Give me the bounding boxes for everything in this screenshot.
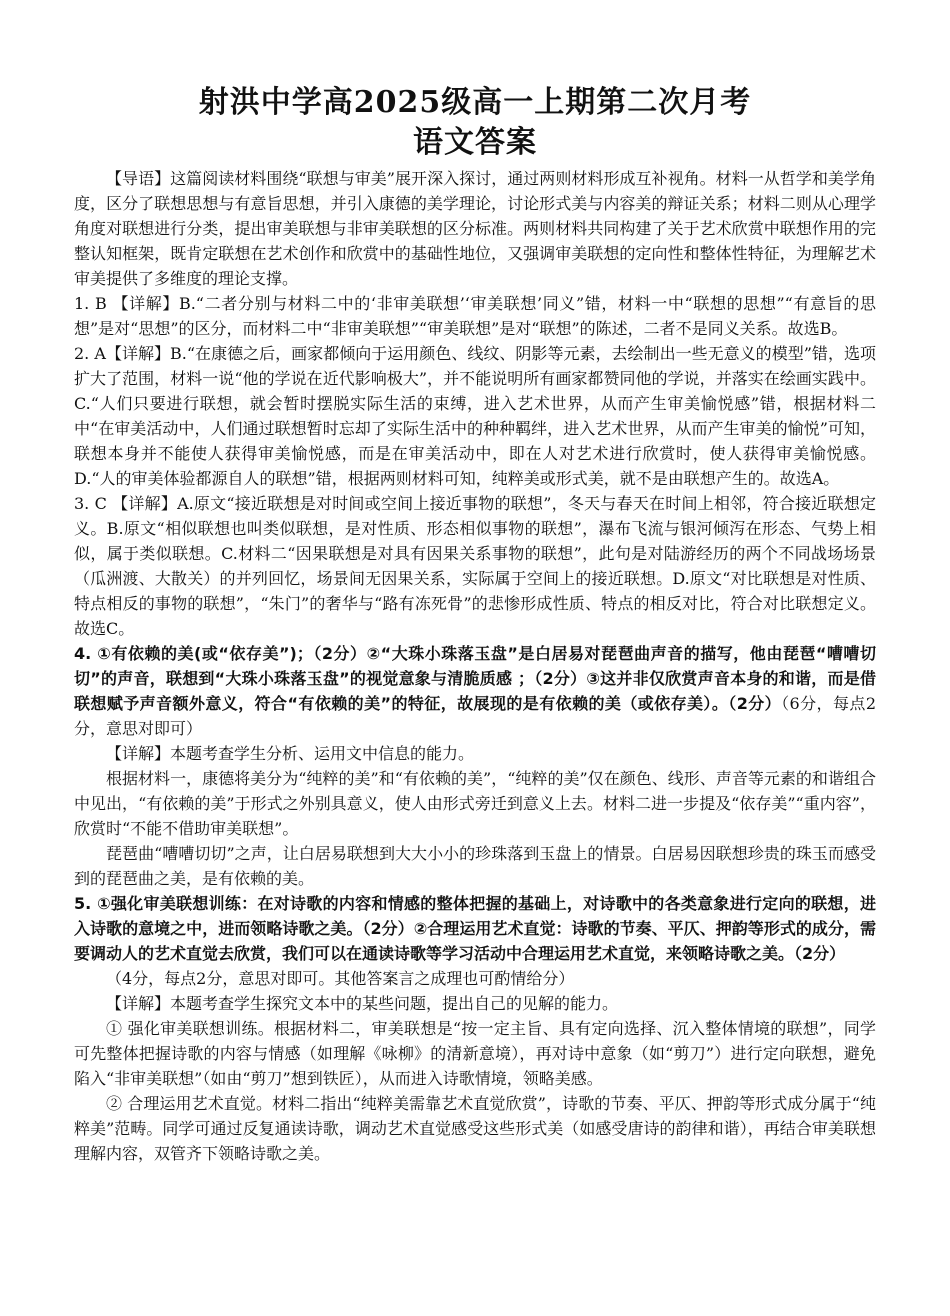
- page-title: 射洪中学高2025级高一上期第二次月考: [198, 85, 752, 120]
- q3-answer: 3. C 【详解】A.原文“接近联想是对时间或空间上接近事物的联想”，冬天与春天在时间上相邻，符合接近联想定义。B.原文“相似联想也叫类似联想，是对性质、形态相似事物的联想”，瀑布飞流与银河倾泻在形态、气势上相似，属于类似联想。C.材料二“因果联想是对具有因果关系事物的联想”，此句是对陆游经历的两个不同战场场景（瓜洲渡、大散关）的并列回忆，场景间无因果关系，实际属于空间上的接近联想。D.原文“对比联想是对性质、特点相反的事物的联想”，“朱门”的奢华与“路有冻死骨”的悲惨形成性质、特点的相反对比，符合对比联想定义。故选C。: [74, 494, 876, 638]
- q5-scoring: （4分，每点2分，意思对即可。其他答案言之成理也可酌情给分）: [106, 969, 575, 988]
- q1-answer: 1. B 【详解】B.“二者分别与材料二中的‘非审美联想’‘审美联想’同义”错，材料一中“联想的思想”“有意旨的思想”是对“思想”的区分，而材料二中“非审美联想”“审美联想”是对“联想”的陈述，二者不是同义关系。故选B。: [74, 294, 876, 338]
- q4-detail-paragraph: 根据材料一，康德将美分为“纯粹的美”和“有依赖的美”，“纯粹的美”仅在颜色、线形、声音等元素的和谐组合中见出，“有依赖的美”于形式之外别具意义，使人由形式旁迁到意义上去。材料二进一步提及“依存美”“重内容”，欣赏时“不能不借助审美联想”。: [74, 769, 876, 838]
- q5-detail-paragraph: ① 强化审美联想训练。根据材料二，审美联想是“按一定主旨、具有定向选择、沉入整体情境的联想”，同学可先整体把握诗歌的内容与情感（如理解《咏柳》的清新意境），再对诗中意象（如“剪刀”）进行定向联想，避免陷入“非审美联想”（如由“剪刀”想到铁匠），从而进入诗歌情境，领略美感。: [74, 1019, 876, 1088]
- q5-answer: 5. ①强化审美联想训练：在对诗歌的内容和情感的整体把握的基础上，对诗歌中的各类意象进行定向的联想，进入诗歌的意境之中，进而领略诗歌之美。（2分）②合理运用艺术直觉：诗歌的节奏、平仄、押韵等形式的成分，需要调动人的艺术直觉去欣赏，我们可以在通读诗歌等学习活动中合理运用艺术直觉，来领略诗歌之美。（2分）: [74, 894, 876, 963]
- q4-detail-title: 【详解】本题考查学生分析、运用文中信息的能力。: [106, 744, 475, 763]
- q2-answer: 2. A【详解】B.“在康德之后，画家都倾向于运用颜色、线纹、阴影等元素，去绘制出一些无意义的模型”错，选项扩大了范围，材料一说“他的学说在近代影响极大”，并不能说明所有画家都赞同他的学说，并落实在绘画实践中。C.“人们只要进行联想，就会暂时摆脱实际生活的束缚，进入艺术世界，从而产生审美愉悦感”错，根据材料二中“在审美活动中，人们通过联想暂时忘却了实际生活中的种种羁绊，进入艺术世界，从而产生审美的愉悦”可知，联想本身并不能使人获得审美愉悦感，而是在审美活动中，即在人对艺术进行欣赏时，使人获得审美愉悦感。D.“人的审美体验都源自人的联想”错，根据两则材料可知，纯粹美或形式美，就不是由联想产生的。故选A。: [74, 344, 876, 488]
- q4-answer: [74, 641, 876, 741]
- page-subtitle: 语文答案: [413, 125, 537, 160]
- q5-detail-paragraph: ② 合理运用艺术直觉。材料二指出“纯粹美需靠艺术直觉欣赏”，诗歌的节奏、平仄、押韵等形式成分属于“纯粹美”范畴。同学可通过反复通读诗歌，调动艺术直觉感受这些形式美（如感受唐诗的韵律和谐），再结合审美联想理解内容，双管齐下领略诗歌之美。: [74, 1094, 876, 1163]
- answer-content: [74, 166, 876, 1166]
- intro-paragraph: 【导语】这篇阅读材料围绕“联想与审美”展开深入探讨，通过两则材料形成互补视角。材料一从哲学和美学角度，区分了联想思想与有意旨思想，并引入康德的美学理论，讨论形式美与内容美的辩证关系；材料二则从心理学角度对联想进行分类，提出审美联想与非审美联想的区分标准。两则材料共同构建了关于艺术欣赏中联想作用的完整认知框架，既肯定联想在艺术创作和欣赏中的基础性地位，又强调审美联想的定向性和整体性特征，为理解艺术审美提供了多维度的理论支撑。: [74, 169, 876, 288]
- q5-detail-title: 【详解】本题考查学生探究文本中的某些问题，提出自己的见解的能力。: [106, 994, 619, 1013]
- q4-detail-paragraph: 琵琶曲“嘈嘈切切”之声，让白居易联想到大大小小的珍珠落到玉盘上的情景。白居易因联想珍贵的珠玉而感受到的琵琶曲之美，是有依赖的美。: [74, 844, 876, 888]
- q4-scoring: （6分，每点2分，意思对即可）: [74, 694, 876, 738]
- q4-answer-text: 4. ①有依赖的美(或“依存美”)；（2分）②“大珠小珠落玉盘”是白居易对琵琶曲声音的描写，他由琵琶“嘈嘈切切”的声音，联想到“大珠小珠落玉盘”的视觉意象与清脆质感 ；（2分）③这并非仅欣赏声音本身的和谐，而是借联想赋予声音额外意义，符合“有依赖的美”的特征，故展现的是有依赖的美（或依存美）。（2分）: [74, 644, 876, 713]
